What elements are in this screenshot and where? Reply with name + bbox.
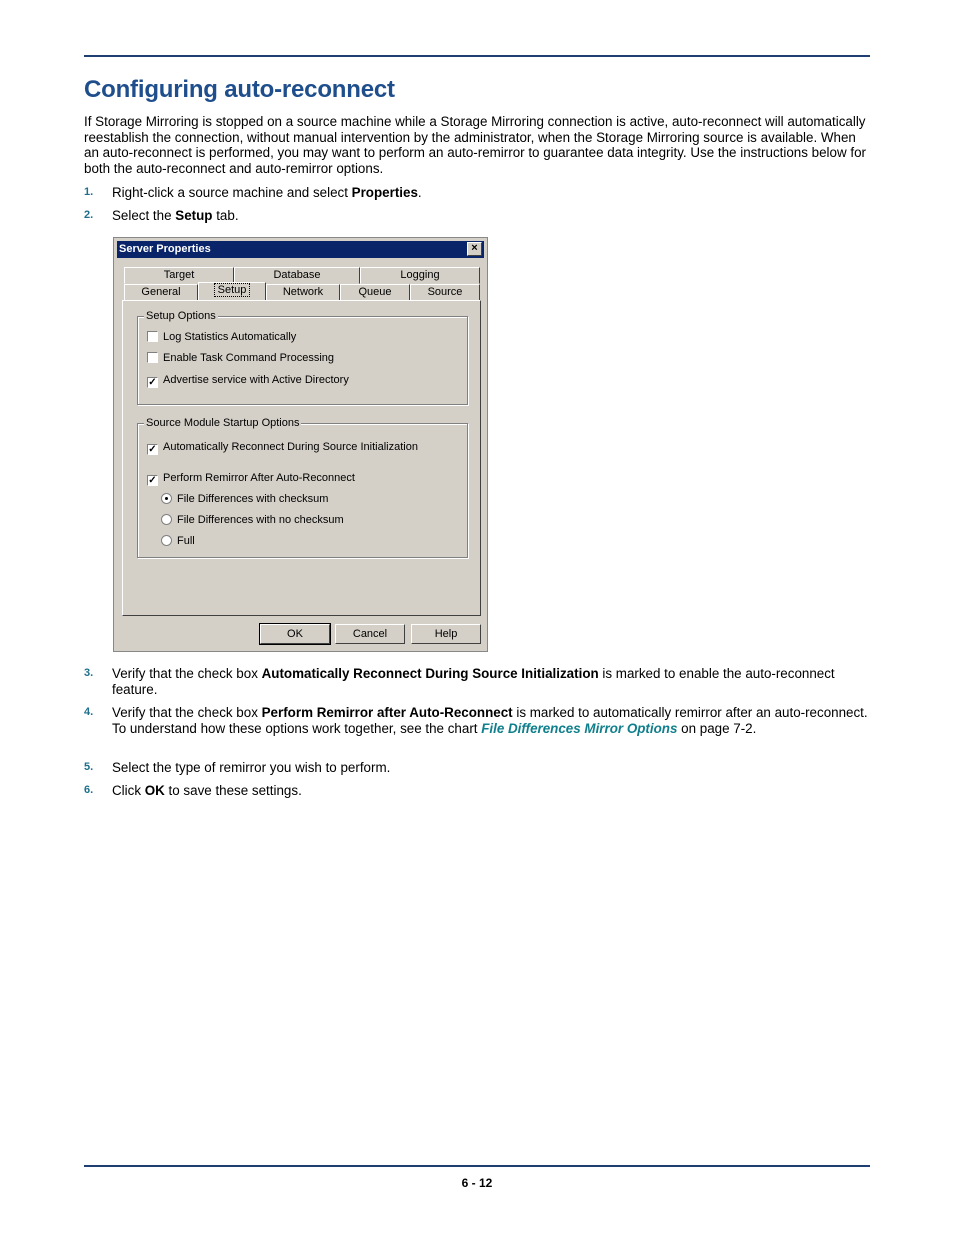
checkbox-unchecked[interactable]: [147, 352, 158, 363]
page-title: Configuring auto-reconnect: [84, 76, 395, 103]
close-icon[interactable]: ×: [467, 242, 482, 256]
setup-options-group: [137, 310, 468, 405]
tab-network[interactable]: Network: [266, 284, 340, 301]
radio-full[interactable]: Full: [161, 535, 195, 548]
dialog-title-bar: [117, 241, 484, 258]
help-button[interactable]: Help: [411, 624, 481, 644]
advertise-active-directory-checkbox[interactable]: ✓ Advertise service with Active Directory: [148, 374, 349, 388]
tab-database[interactable]: Database: [234, 267, 360, 284]
intro-paragraph: If Storage Mirroring is stopped on a source machine while a Storage Mirroring connection is active, auto-reconnect will automatically reestablish the connection, without manual intervention by the administrator, when the Storage Mirroring source is available. When an auto-reconnect is performed, you may want to perform an auto-remirror to guarantee data integrity. Use the instructions below for both the auto-reconnect and auto-remirror options.: [84, 114, 866, 176]
tab-target[interactable]: Target: [124, 267, 234, 284]
group-legend: Setup Options: [146, 310, 216, 322]
source-startup-group: [137, 417, 468, 558]
ok-button[interactable]: OK: [260, 624, 330, 644]
radio-selected-icon[interactable]: [161, 493, 172, 504]
step-number: 5.: [84, 761, 94, 773]
cancel-button[interactable]: Cancel: [335, 624, 405, 644]
enable-task-command-checkbox[interactable]: Enable Task Command Processing: [147, 352, 334, 365]
file-differences-link[interactable]: File Differences Mirror Options: [481, 720, 678, 736]
tab-queue[interactable]: Queue: [340, 284, 410, 301]
auto-reconnect-checkbox[interactable]: ✓ Automatically Reconnect During Source Initialization: [148, 441, 418, 455]
step-number: 4.: [84, 706, 94, 718]
group-legend: Source Module Startup Options: [146, 417, 300, 429]
checkbox-unchecked[interactable]: [147, 331, 158, 342]
tab-logging[interactable]: Logging: [360, 267, 480, 284]
setup-tab-panel: [122, 300, 481, 616]
page-number: 6 - 12: [461, 1176, 493, 1190]
log-statistics-checkbox[interactable]: Log Statistics Automatically: [147, 331, 296, 344]
step-number: 6.: [84, 784, 94, 796]
tab-setup[interactable]: Setup: [198, 282, 266, 301]
step-number: 3.: [84, 667, 94, 679]
check-icon[interactable]: ✓: [148, 475, 157, 486]
tab-general[interactable]: General: [124, 284, 198, 301]
header-rule: [84, 55, 870, 57]
perform-remirror-checkbox[interactable]: ✓ Perform Remirror After Auto-Reconnect: [148, 472, 355, 486]
tab-source[interactable]: Source: [410, 284, 480, 301]
radio-file-diff-no-checksum[interactable]: File Differences with no checksum: [161, 514, 344, 527]
step-number: 2.: [84, 209, 94, 221]
radio-file-diff-checksum[interactable]: File Differences with checksum: [161, 493, 328, 506]
server-properties-dialog: [113, 237, 488, 652]
footer-rule: [84, 1165, 870, 1167]
radio-unselected-icon[interactable]: [161, 535, 172, 546]
step-number: 1.: [84, 186, 94, 198]
radio-unselected-icon[interactable]: [161, 514, 172, 525]
check-icon[interactable]: ✓: [148, 444, 157, 455]
dialog-title: Server Properties: [119, 243, 211, 255]
check-icon[interactable]: ✓: [148, 377, 157, 388]
